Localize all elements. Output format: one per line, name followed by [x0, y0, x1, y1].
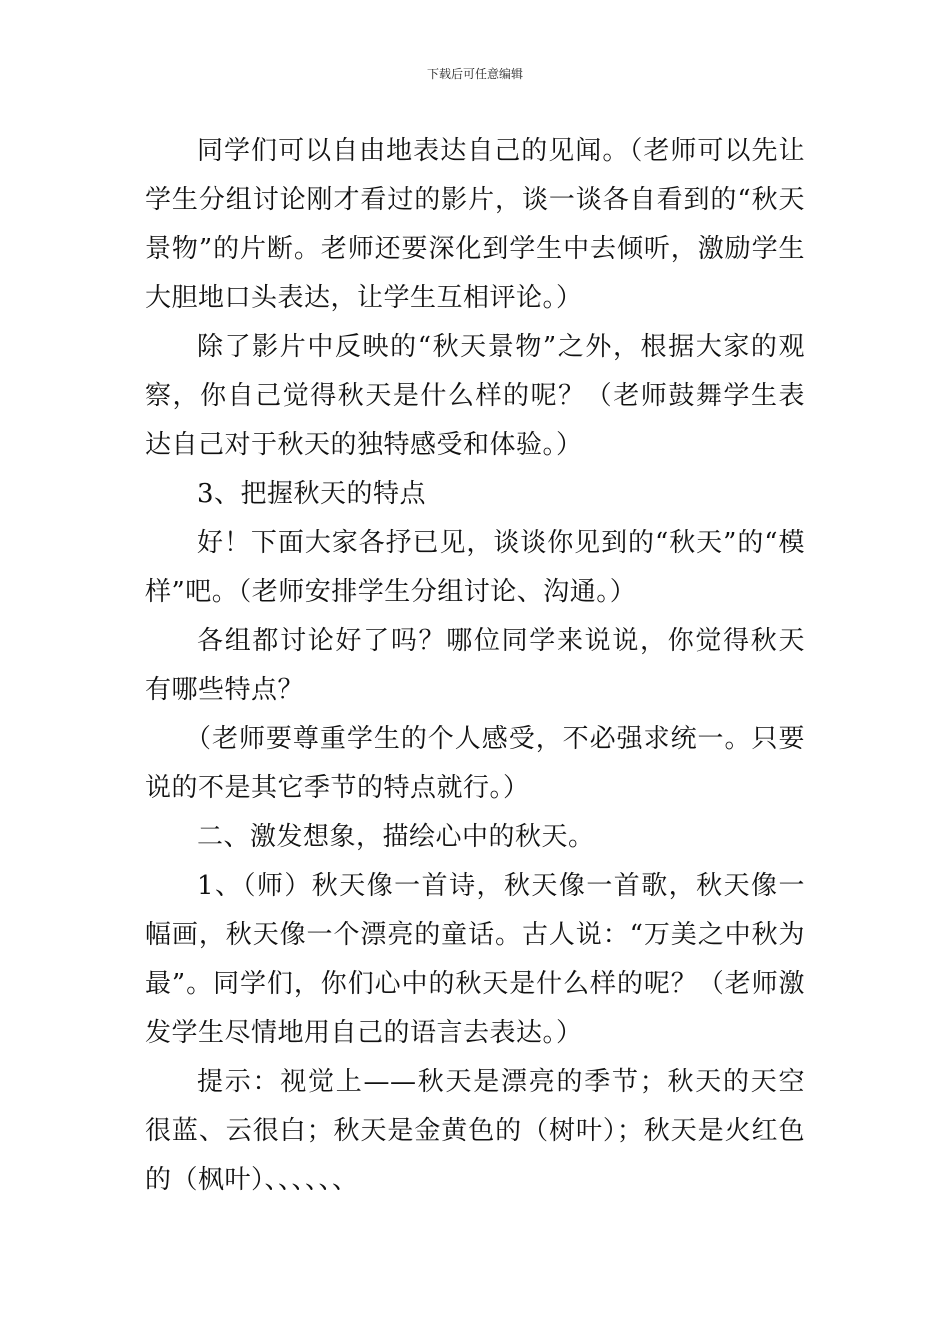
page-header: 下载后可任意编辑: [426, 67, 523, 81]
paragraph-discuss-appearance: 好！下面大家各抒已见，谈谈你见到的“秋天”的“模样”吧。（老师安排学生分组讨论、沟通。）: [145, 528, 805, 607]
section-heading-autumn-features: 3、把握秋天的特点: [197, 479, 427, 509]
paragraph-teacher-note: （老师要尊重学生的个人感受，不必强求统一。只要说的不是其它季节的特点就行。）: [145, 724, 805, 803]
paragraph-hint-visual: 提示：视觉上——秋天是漂亮的季节；秋天的天空很蓝、云很白；秋天是金黄色的（树叶）；秋天是火红色的（枫叶）、、、、、、: [145, 1067, 805, 1195]
paragraph-group-discussion: 各组都讨论好了吗？哪位同学来说说，你觉得秋天有哪些特点？: [145, 626, 805, 705]
paragraph-autumn-scenery: 除了影片中反映的“秋天景物”之外，根据大家的观察，你自己觉得秋天是什么样的呢？（老师鼓舞学生表达自己对于秋天的独特感受和体验。）: [145, 332, 805, 460]
document-body: [145, 127, 805, 1205]
paragraph-autumn-poem: 1、（师）秋天像一首诗，秋天像一首歌，秋天像一幅画，秋天像一个漂亮的童话。古人说：“万美之中秋为最”。同学们，你们心中的秋天是什么样的呢？（老师激发学生尽情地用自己的语言去表达。）: [145, 871, 805, 1048]
section-heading-imagination: 二、激发想象，描绘心中的秋天。: [197, 822, 595, 852]
paragraph-classmates-express: 同学们可以自由地表达自己的见闻。（老师可以先让学生分组讨论刚才看过的影片，谈一谈各自看到的“秋天景物”的片断。老师还要深化到学生中去倾听，激励学生大胆地口头表达，让学生互相评论。）: [145, 136, 805, 313]
